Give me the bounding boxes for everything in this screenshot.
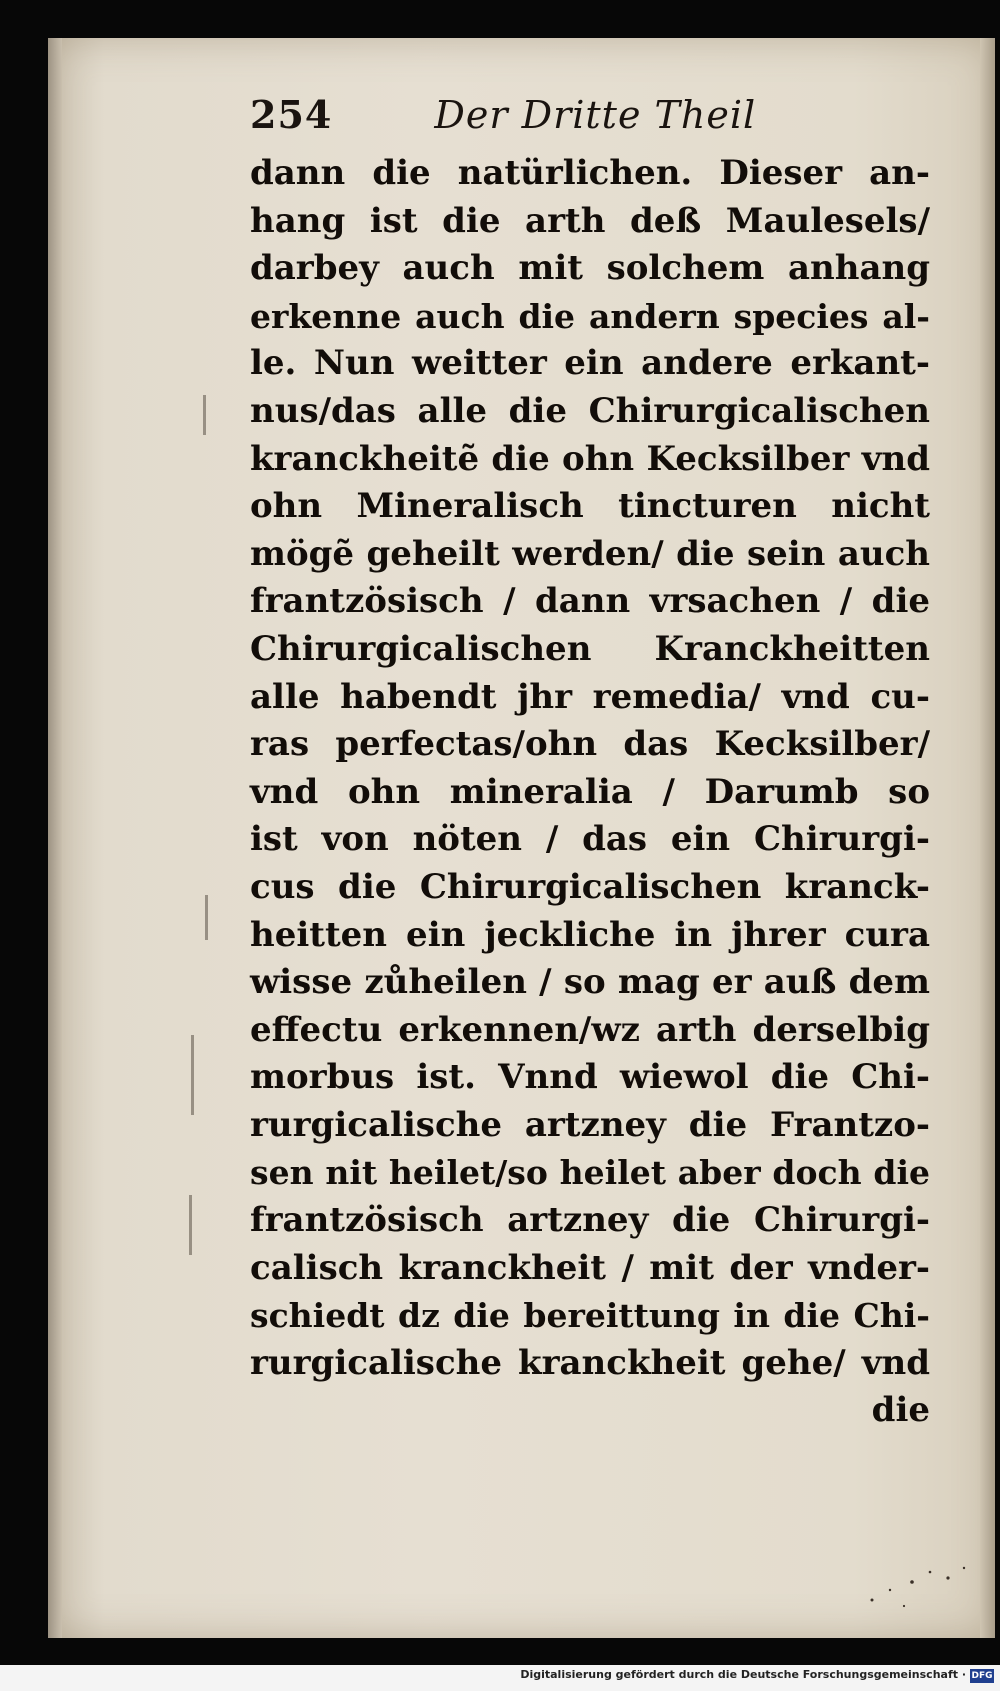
text-line: ist von nöten / das ein Chirurgi- bbox=[250, 819, 930, 860]
text-line: cus die Chirurgicalischen kranck- bbox=[250, 866, 930, 907]
page-fore-edge bbox=[980, 38, 995, 1638]
margin-mark bbox=[189, 1195, 192, 1255]
text-line: mögẽ geheilt werden/ die sein auch bbox=[250, 533, 930, 574]
text-line: effectu erkennen/wz arth derselbig bbox=[250, 1009, 930, 1050]
dfg-logo: DFG bbox=[971, 1671, 993, 1681]
text-line: morbus ist. Vnnd wiewol die Chi- bbox=[250, 1057, 930, 1098]
text-line: hang ist die arth deß Maulesels/ bbox=[250, 200, 930, 241]
text-line: rurgicalische artzney die Frantzo- bbox=[250, 1104, 930, 1145]
text-line: kranckheitẽ die ohn Kecksilber vnd bbox=[250, 438, 930, 479]
margin-mark bbox=[205, 895, 208, 940]
body-text bbox=[250, 150, 930, 1435]
text-line: frantzösisch artzney die Chirurgi- bbox=[250, 1200, 930, 1241]
funding-credit: Digitalisierung gefördert durch die Deutsche Forschungsgemeinschaft · bbox=[520, 1668, 966, 1681]
text-line: dann die natürlichen. Dieser an- bbox=[250, 153, 930, 193]
text-line: le. Nun weitter ein andere erkant- bbox=[250, 343, 930, 384]
margin-mark bbox=[191, 1035, 194, 1115]
paper-specks bbox=[860, 1560, 980, 1620]
page-gutter-shadow bbox=[48, 38, 62, 1638]
running-head: Der Dritte Theil bbox=[434, 93, 757, 137]
page-number: 254 bbox=[250, 92, 333, 137]
margin-mark bbox=[203, 395, 206, 435]
text-line: alle habendt jhr remedia/ vnd cu- bbox=[250, 676, 930, 717]
page-header bbox=[250, 92, 850, 142]
text-line: Chirurgicalischen Kranckheitten bbox=[250, 628, 930, 669]
footer-bar bbox=[0, 1665, 1000, 1691]
text-line: rurgicalische kranckheit gehe/ vnd bbox=[250, 1342, 930, 1383]
text-line: nus/das alle die Chirurgicalischen bbox=[250, 390, 930, 431]
text-line: ras perfectas/ohn das Kecksilber/ bbox=[250, 724, 930, 765]
text-line: frantzösisch / dann vrsachen / die bbox=[250, 581, 930, 622]
text-line: darbey auch mit solchem anhang bbox=[250, 248, 930, 289]
text-line: wisse zůheilen / so mag er auß dem bbox=[250, 962, 930, 1003]
text-line: die bbox=[871, 1390, 930, 1431]
text-line: vnd ohn mineralia / Darumb so bbox=[250, 771, 930, 812]
text-line: ohn Mineralisch tincturen nicht bbox=[250, 486, 930, 527]
text-line: sen nit heilet/so heilet aber doch die bbox=[250, 1153, 930, 1193]
text-line: heitten ein jeckliche in jhrer cura bbox=[250, 914, 930, 955]
text-line: schiedt dz die bereittung in die Chi- bbox=[250, 1296, 930, 1336]
text-line: erkenne auch die andern species al- bbox=[250, 296, 930, 336]
text-line: calisch kranckheit / mit der vnder- bbox=[250, 1247, 930, 1288]
